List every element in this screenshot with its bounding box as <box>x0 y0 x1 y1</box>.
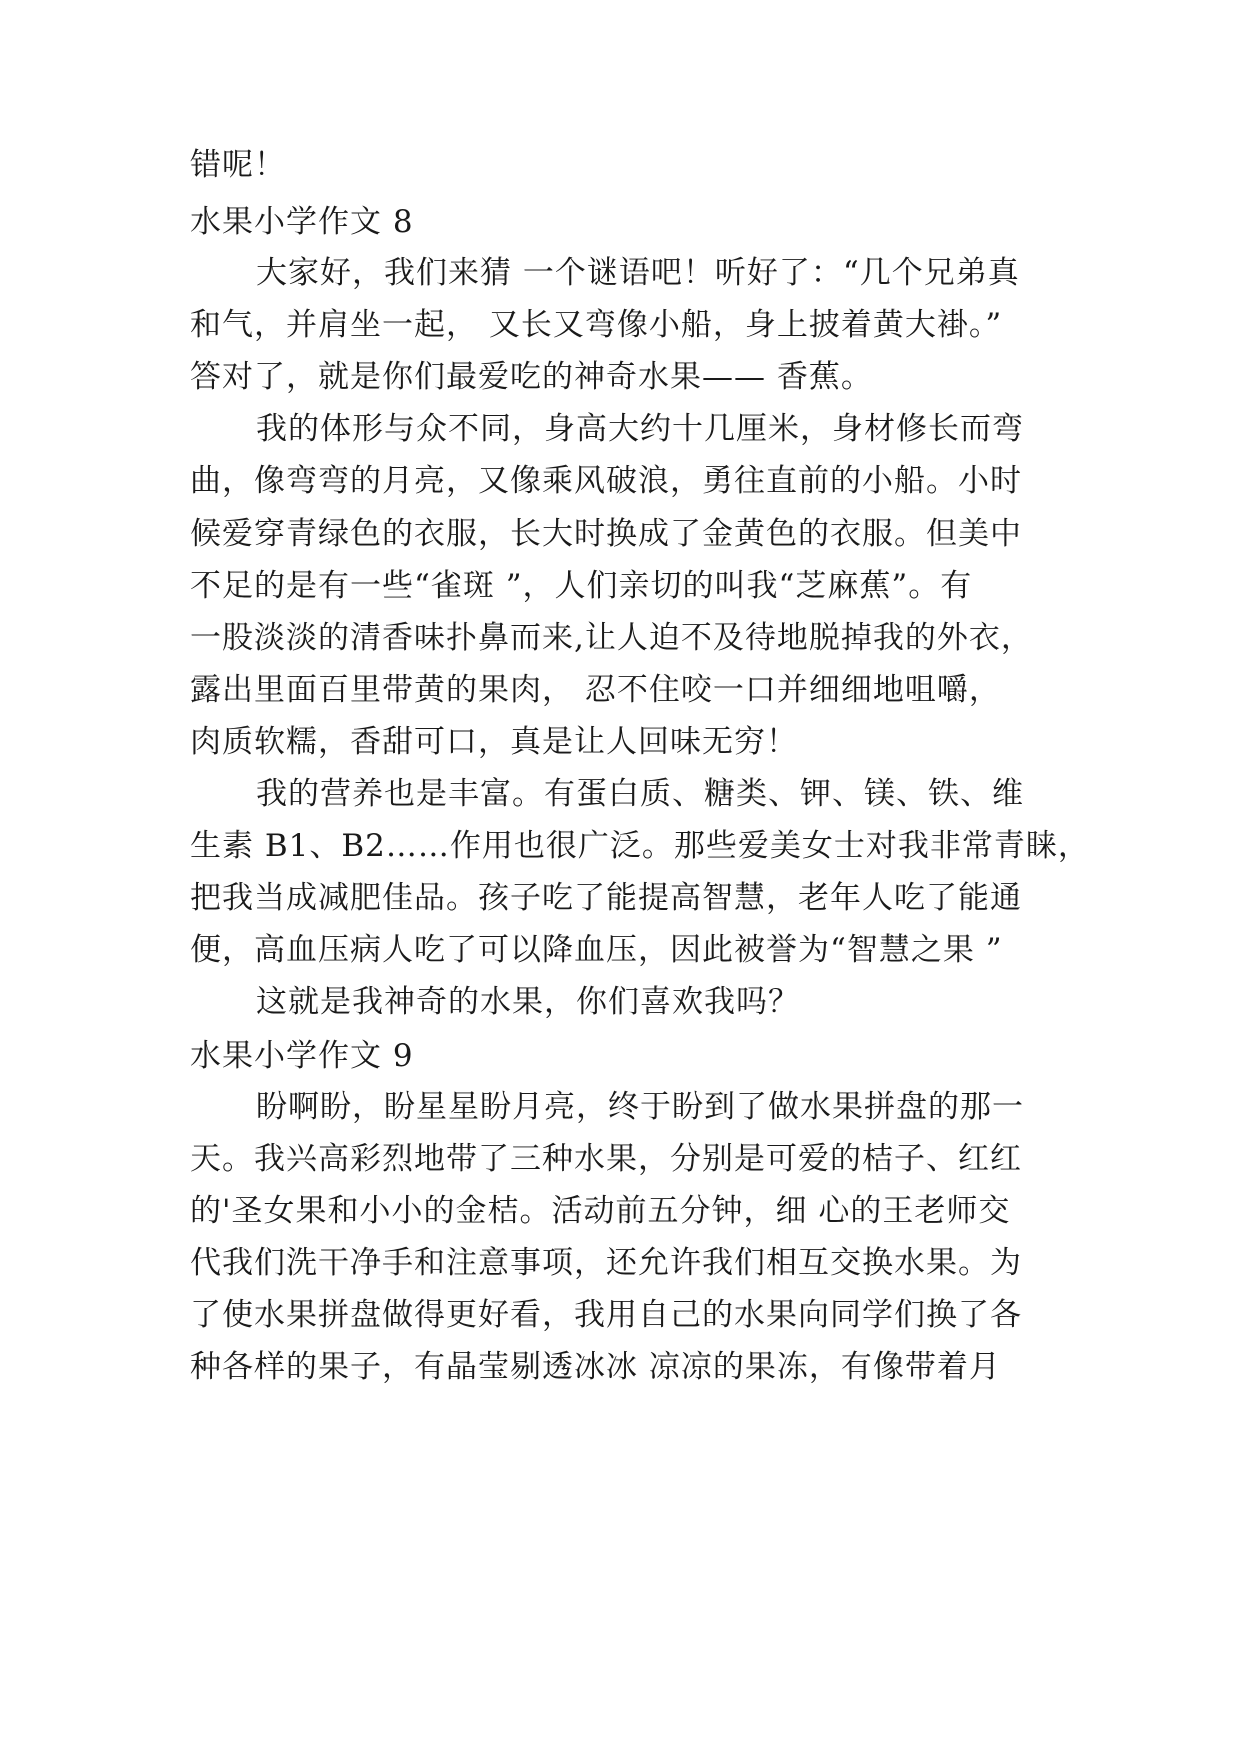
paragraph-1-line-3: 答对了，就是你们最爱吃的神奇水果—— 香蕉。 <box>190 359 873 395</box>
text-line-continuation: 错呢！ <box>190 147 286 183</box>
section-heading-9: 水果小学作文 9 <box>190 1038 414 1074</box>
paragraph-3-line-4: 便，高血压病人吃了可以降血压，因此被誉为“智慧之果 ” <box>190 932 1003 968</box>
paragraph-2-line-6: 露出里面百里带黄的果肉， 忍不住咬一口并细细地咀嚼， <box>190 672 1001 708</box>
paragraph-3-line-2: 生素 B1、B2……作用也很广泛。那些爱美女士对我非常青睐， <box>190 828 1090 864</box>
paragraph-2-line-5: 一股淡淡的清香味扑鼻而来,让人迫不及待地脱掉我的外衣， <box>190 620 1033 656</box>
paragraph-5-line-6: 种各样的果子，有晶莹剔透冰冰 凉凉的果冻，有像带着月 <box>190 1349 1001 1385</box>
paragraph-2-line-3: 候爱穿青绿色的衣服，长大时换成了金黄色的衣服。但美中 <box>190 516 1022 552</box>
paragraph-5-line-4: 代我们洗干净手和注意事项，还允许我们相互交换水果。为 <box>190 1245 1022 1281</box>
paragraph-1-line-1: 大家好，我们来猜 一个谜语吧！听好了：“几个兄弟真 <box>256 255 1020 291</box>
paragraph-5-line-2: 天。我兴高彩烈地带了三种水果，分别是可爱的桔子、红红 <box>190 1141 1022 1177</box>
paragraph-2-line-2: 曲，像弯弯的月亮，又像乘风破浪，勇往直前的小船。小时 <box>190 463 1022 499</box>
paragraph-5-line-3: 的'圣女果和小小的金桔。活动前五分钟，细 心的王老师交 <box>190 1193 1011 1229</box>
paragraph-5-line-1: 盼啊盼，盼星星盼月亮，终于盼到了做水果拼盘的那一 <box>256 1089 1024 1125</box>
paragraph-2-line-1: 我的体形与众不同，身高大约十几厘米，身材修长而弯 <box>256 411 1024 447</box>
paragraph-1-line-2: 和气，并肩坐一起， 又长又弯像小船，身上披着黄大褂。” <box>190 307 1003 343</box>
paragraph-2-line-7: 肉质软糯，香甜可口，真是让人回味无穷！ <box>190 724 798 760</box>
section-heading-8: 水果小学作文 8 <box>190 204 414 240</box>
paragraph-3-line-1: 我的营养也是丰富。有蛋白质、糖类、钾、镁、铁、维 <box>256 776 1024 812</box>
paragraph-4-line-1: 这就是我神奇的水果，你们喜欢我吗？ <box>256 984 800 1020</box>
paragraph-3-line-3: 把我当成减肥佳品。孩子吃了能提高智慧，老年人吃了能通 <box>190 880 1022 916</box>
paragraph-5-line-5: 了使水果拼盘做得更好看，我用自己的水果向同学们换了各 <box>190 1297 1022 1333</box>
paragraph-2-line-4: 不足的是有一些“雀斑 ”，人们亲切的叫我“芝麻蕉”。有 <box>190 568 973 604</box>
